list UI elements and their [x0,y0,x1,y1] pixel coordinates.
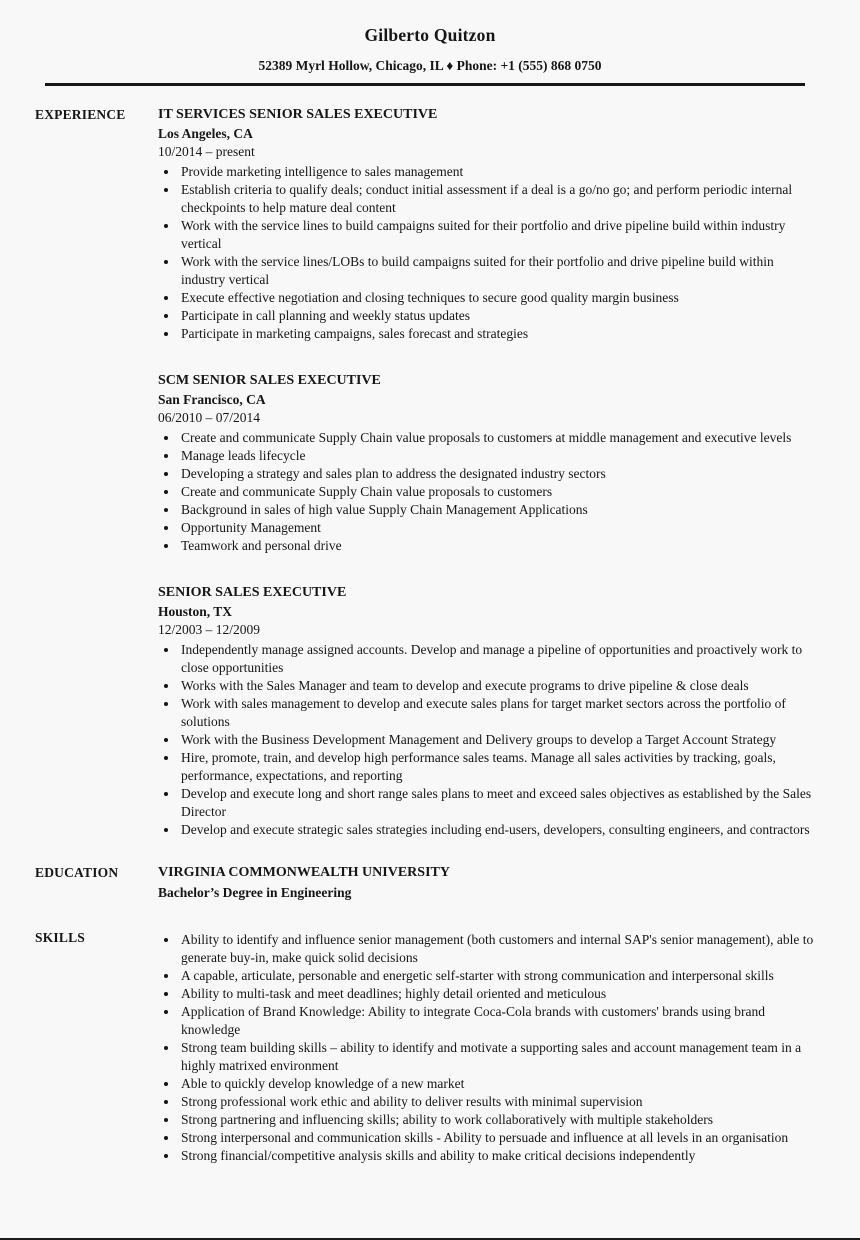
job-dates: 12/2003 – 12/2009 [158,622,261,637]
job-bullet-item: • Participate in call planning and weekly status updates [179,307,820,325]
job-bullet-item: • Work with the Business Development Management and Delivery groups to develop a Target Account Strategy [179,731,820,749]
job-entry [158,105,820,343]
experience-section-label: EXPERIENCE [35,107,126,122]
skill-item: • Able to quickly develop knowledge of a new market [179,1075,820,1093]
job-entry [158,583,820,839]
job-bullet-item: • Execute effective negotiation and closing techniques to secure good quality margin business [179,289,820,307]
job-title: SCM SENIOR SALES EXECUTIVE [158,373,381,388]
job-title: SENIOR SALES EXECUTIVE [158,585,347,600]
skills-content [158,928,820,1165]
job-bullet-item: • Independently manage assigned accounts. Develop and manage a pipeline of opportunities and proactively work to close opportunities [179,641,820,677]
job-bullet-item: • Teamwork and personal drive [179,537,820,555]
job-bullet-list [158,641,820,839]
job-bullet-list [158,429,820,555]
degree-name: Bachelor’s Degree in Engineering [158,885,352,900]
skills-list [158,931,820,1165]
job-bullet-item: • Works with the Sales Manager and team to develop and execute programs to drive pipeline & close deals [179,677,820,695]
job-dates: 10/2014 – present [158,144,255,159]
skill-item: • Application of Brand Knowledge: Ability to integrate Coca-Cola brands with customers' brands using brand knowledge [179,1003,820,1039]
candidate-name: Gilberto Quitzon [364,25,496,45]
education-content [158,863,820,902]
job-title: IT SERVICES SENIOR SALES EXECUTIVE [158,107,438,122]
jobs-container [158,105,820,839]
education-section [35,863,820,902]
job-location: San Francisco, CA [158,392,266,407]
skill-item: • Strong interpersonal and communication skills - Ability to persuade and influence at all levels in an organisation [179,1129,820,1147]
education-section-label: EDUCATION [35,865,119,880]
job-bullet-item: • Create and communicate Supply Chain value proposals to customers [179,483,820,501]
skills-section-label: SKILLS [35,930,85,945]
skill-item: • Strong financial/competitive analysis skills and ability to make critical decisions independently [179,1147,820,1165]
job-location: Los Angeles, CA [158,126,253,141]
resume-body [0,86,860,1165]
job-location: Houston, TX [158,604,233,619]
job-bullet-item: • Create and communicate Supply Chain value proposals to customers at middle management and executive levels [179,429,820,447]
job-bullet-item: • Work with the service lines/LOBs to build campaigns suited for their portfolio and drive pipeline build within industry vertical [179,253,820,289]
job-dates: 06/2010 – 07/2014 [158,410,261,425]
job-bullet-item: • Develop and execute long and short range sales plans to meet and exceed sales objectives as established by the Sales Director [179,785,820,821]
skill-item: • Strong partnering and influencing skills; ability to work collaboratively with multiple stakeholders [179,1111,820,1129]
job-bullet-item: • Establish criteria to qualify deals; conduct initial assessment if a deal is a go/no go; and perform periodic internal checkpoints to help mature deal content [179,181,820,217]
job-bullet-item: • Work with sales management to develop and execute sales plans for target market sectors across the portfolio of solutions [179,695,820,731]
skills-section [35,928,820,1165]
skill-item: • Strong professional work ethic and ability to deliver results with minimal supervision [179,1093,820,1111]
resume-header [0,0,860,74]
job-bullet-item: • Developing a strategy and sales plan to address the designated industry sectors [179,465,820,483]
contact-line: 52389 Myrl Hollow, Chicago, IL ♦ Phone: +1 (555) 868 0750 [258,58,602,73]
job-bullet-item: • Manage leads lifecycle [179,447,820,465]
job-bullet-item: • Opportunity Management [179,519,820,537]
job-bullet-item: • Provide marketing intelligence to sales management [179,163,820,181]
skill-item: • Ability to multi-task and meet deadlines; highly detail oriented and meticulous [179,985,820,1003]
job-bullet-list [158,163,820,343]
job-bullet-item: • Hire, promote, train, and develop high performance sales teams. Manage all sales activities by tracking, goals, performance, expectations, and reporting [179,749,820,785]
job-bullet-item: • Background in sales of high value Supply Chain Management Applications [179,501,820,519]
experience-section [35,105,820,839]
job-bullet-item: • Develop and execute strategic sales strategies including end-users, developers, consulting engineers, and contractors [179,821,820,839]
job-bullet-item: • Participate in marketing campaigns, sales forecast and strategies [179,325,820,343]
job-entry [158,371,820,555]
skill-item: • Strong team building skills – ability to identify and motivate a supporting sales and account management team in a highly matrixed environment [179,1039,820,1075]
school-name: VIRGINIA COMMONWEALTH UNIVERSITY [158,865,450,880]
skill-item: • A capable, articulate, personable and energetic self-starter with strong communication and interpersonal skills [179,967,820,985]
skill-item: • Ability to identify and influence senior management (both customers and internal SAP's senior management), able to generate buy-in, make quick solid decisions [179,931,820,967]
job-bullet-item: • Work with the service lines to build campaigns suited for their portfolio and drive pipeline build within industry vertical [179,217,820,253]
